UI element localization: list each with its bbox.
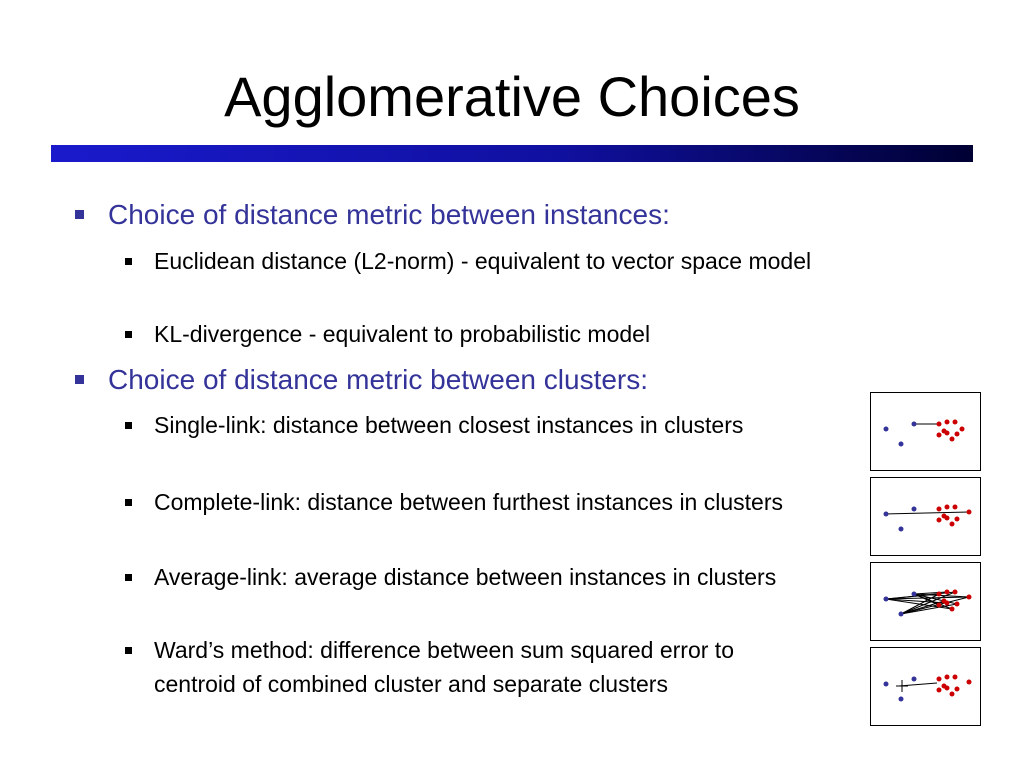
square-bullet-icon	[125, 499, 132, 506]
ward-diagram	[870, 647, 981, 726]
single-link-diagram	[870, 392, 981, 471]
square-bullet-icon	[125, 574, 132, 581]
sub-bullet-kl	[154, 317, 814, 351]
sub-bullet-text: Complete-link: distance between furthest instances in clusters	[154, 489, 783, 515]
bullet-clusters-metric	[108, 363, 648, 397]
complete-link-diagram	[870, 477, 981, 556]
slide-title: Agglomerative Choices	[224, 65, 800, 128]
sub-bullet-average-link	[154, 560, 814, 594]
square-bullet-icon	[75, 210, 84, 219]
sub-bullet-complete-link	[154, 485, 814, 519]
title-underline-bar	[51, 145, 973, 162]
square-bullet-icon	[125, 258, 132, 265]
square-bullet-icon	[125, 331, 132, 338]
average-link-diagram	[870, 562, 981, 641]
bullet-text: Choice of distance metric between instances:	[108, 199, 670, 230]
sub-bullet-text: Single-link: distance between closest instances in clusters	[154, 412, 744, 438]
square-bullet-icon	[125, 647, 132, 654]
bullet-instances-metric	[108, 198, 670, 232]
sub-bullet-text: Ward’s method: difference between sum squared error to centroid of combined cluster and separate clusters	[154, 637, 734, 697]
sub-bullet-text: Average-link: average distance between instances in clusters	[154, 564, 777, 590]
sub-bullet-text: KL-divergence - equivalent to probabilistic model	[154, 321, 651, 347]
square-bullet-icon	[75, 375, 84, 384]
sub-bullet-single-link	[154, 408, 814, 442]
square-bullet-icon	[125, 422, 132, 429]
bullet-text: Choice of distance metric between clusters:	[108, 364, 649, 395]
sub-bullet-text: Euclidean distance (L2-norm) - equivalent to vector space model	[154, 248, 812, 274]
sub-bullet-ward	[154, 633, 814, 701]
sub-bullet-euclidean	[154, 244, 814, 278]
